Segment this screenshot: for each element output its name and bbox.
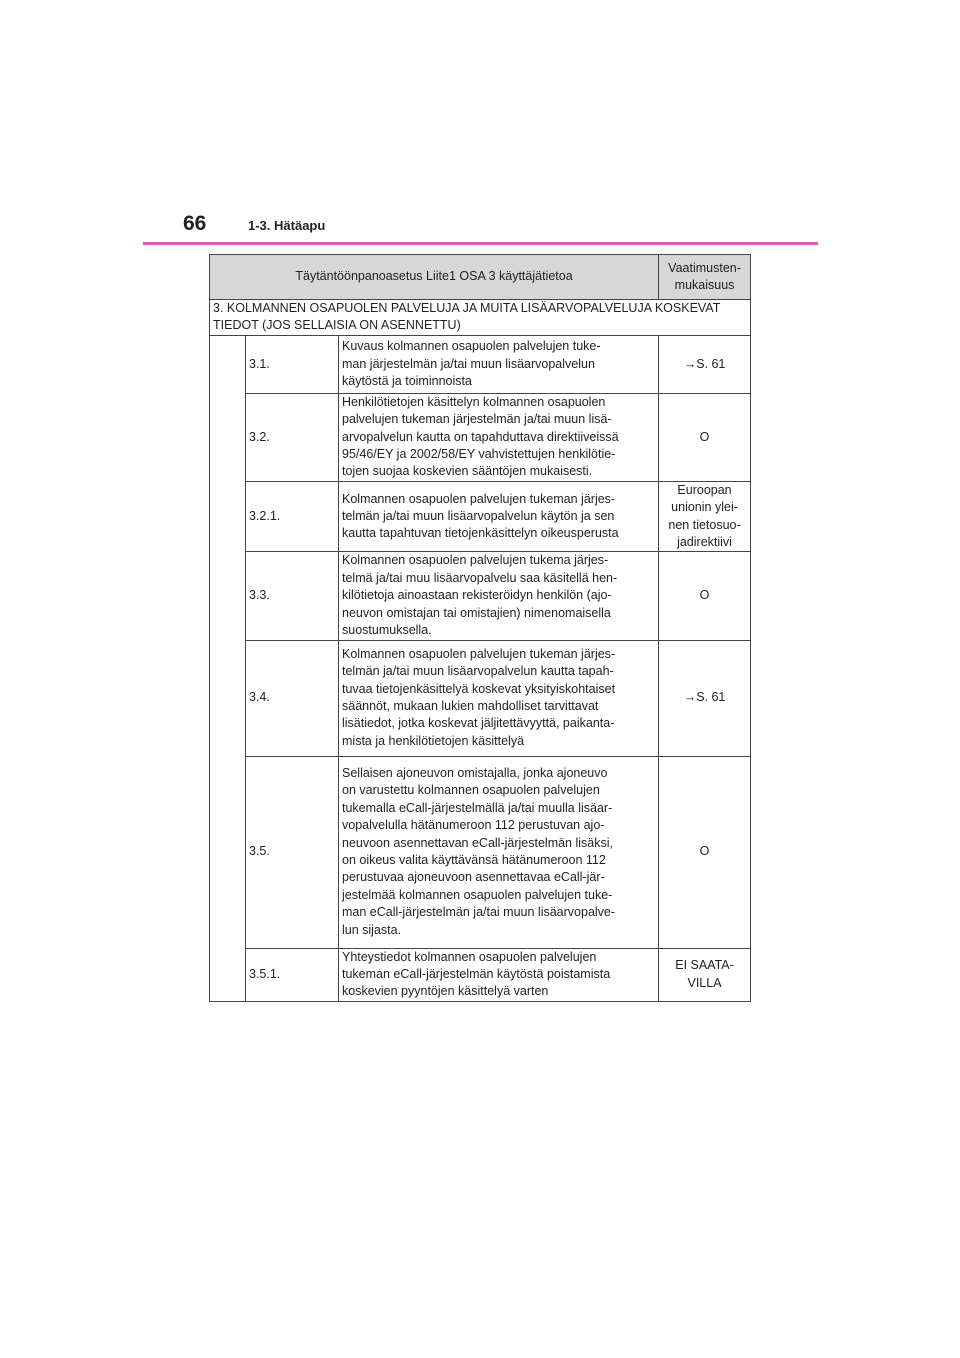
compliance-value: →S. 61: [659, 640, 751, 756]
table-row: [210, 948, 751, 1001]
page-number: 66: [183, 212, 207, 235]
item-description: Yhteystiedot kolmannen osapuolen palvelujen tukeman eCall-järjestelmän käytöstä poistamista koskevien pyyntöjen käsittelyä varten: [339, 948, 659, 1001]
section-title: 1-3. Hätäapu: [248, 218, 326, 233]
compliance-value: O: [659, 552, 751, 640]
compliance-value: EI SAATA- VILLA: [659, 948, 751, 1001]
item-number: 3.5.1.: [246, 948, 339, 1001]
table-row: [210, 335, 751, 393]
item-description: Kolmannen osapuolen palvelujen tukeman järjes- telmän ja/tai muun lisäarvopalvelun kautta tapah- tuvaa tietojenkäsittelyä koskevat yksityiskohtaiset säännöt, mukaan lukien mahdolliset tarvittavat lisätiedot, jotka koskevat jäljitettävyyttä, paikanta- mista ja henkilötietojen käsittelyä: [339, 640, 659, 756]
indent-cell: [210, 335, 246, 1001]
table-row: [210, 756, 751, 948]
compliance-value: Euroopan unionin ylei- nen tietosuo- jadirektiivi: [659, 481, 751, 552]
table-row: [210, 393, 751, 481]
item-number: 3.4.: [246, 640, 339, 756]
compliance-value: O: [659, 756, 751, 948]
table-row: [210, 481, 751, 552]
table-row: [210, 640, 751, 756]
column-header-requirement: Täytäntöönpanoasetus Liite1 OSA 3 käyttäjätietoa: [210, 255, 659, 300]
header-divider: [143, 242, 818, 245]
item-number: 3.5.: [246, 756, 339, 948]
section-heading: 3. KOLMANNEN OSAPUOLEN PALVELUJA JA MUITA LISÄARVOPALVELUJA KOSKEVAT TIEDOT (JOS SELLAISIA ON ASENNETTU): [210, 300, 751, 336]
item-number: 3.3.: [246, 552, 339, 640]
compliance-value: →S. 61: [659, 335, 751, 393]
item-description: Henkilötietojen käsittelyn kolmannen osapuolen palvelujen tukeman järjestelmän ja/tai muun lisä- arvopalvelun kautta on tapahduttava direktiiveissä 95/46/EY ja 2002/58/EY vahvistettujen henkilötie- tojen suojaa koskevien sääntöjen mukaisesti.: [339, 393, 659, 481]
item-number: 3.1.: [246, 335, 339, 393]
item-description: Kuvaus kolmannen osapuolen palvelujen tuke- man järjestelmän ja/tai muun lisäarvopalvelun käytöstä ja toiminnoista: [339, 335, 659, 393]
section-heading-row: [210, 300, 751, 336]
item-description: Kolmannen osapuolen palvelujen tukema järjes- telmä ja/tai muu lisäarvopalvelu saa käsitellä hen- kilötietoja ainoastaan rekisteröidyn henkilön (ajo- neuvon omistajan tai omistajien) nimenomaisella suostumuksella.: [339, 552, 659, 640]
item-description: Kolmannen osapuolen palvelujen tukeman järjes- telmän ja/tai muun lisäarvopalvelun käytön ja sen kautta tapahtuvan tietojenkäsittelyn oikeusperusta: [339, 481, 659, 552]
compliance-value: O: [659, 393, 751, 481]
table-header-row: [210, 255, 751, 300]
column-header-compliance: Vaatimusten- mukaisuus: [659, 255, 751, 300]
table-row: [210, 552, 751, 640]
item-description: Sellaisen ajoneuvon omistajalla, jonka ajoneuvo on varustettu kolmannen osapuolen palvelujen tukemalla eCall-järjestelmällä ja/tai muulla lisäar- vopalvelulla hätänumeroon 112 perustuvan ajo- neuvoon asennettavan eCall-järjestelmän lisäksi, on oikeus valita käyttävänsä hätänumeroon 112 perustuvaa ajoneuvoon asennettavaa eCall-jär- jestelmää kolmannen osapuolen palvelujen tuke- man eCall-järjestelmän ja/tai muun lisäarvopalve- lun sijasta.: [339, 756, 659, 948]
requirements-table: [209, 254, 751, 1002]
item-number: 3.2.1.: [246, 481, 339, 552]
item-number: 3.2.: [246, 393, 339, 481]
